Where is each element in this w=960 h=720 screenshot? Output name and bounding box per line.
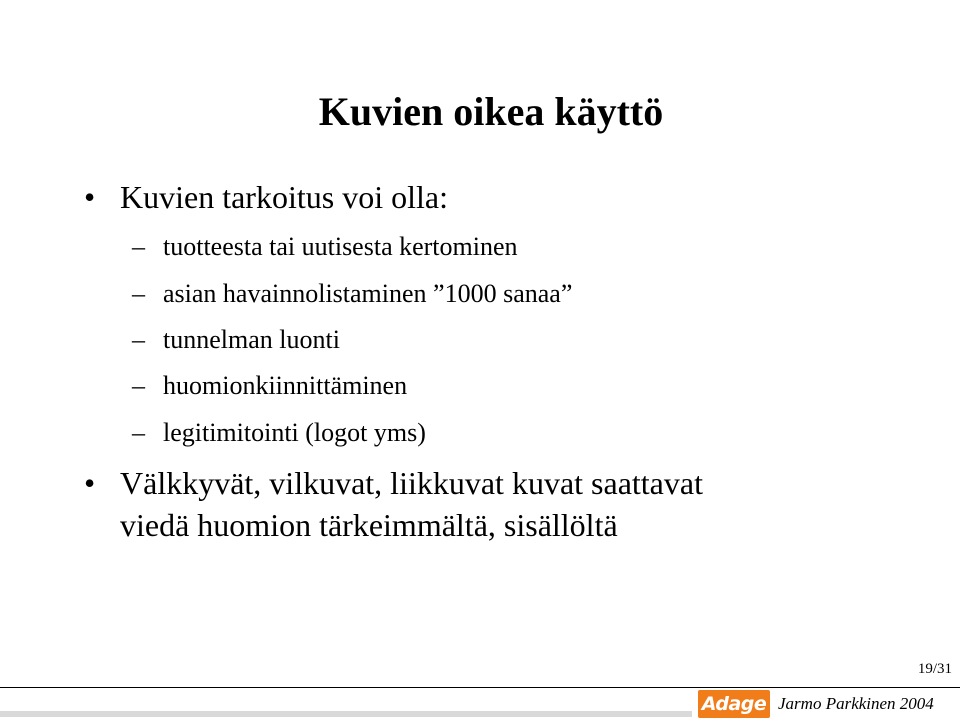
sub-item-text: legitimitointi (logot yms) <box>163 418 426 447</box>
bullet-marker: • <box>84 465 96 501</box>
logo-text: Adage <box>701 693 767 715</box>
footer-band <box>0 711 692 717</box>
sub-item-text: tuotteesta tai uutisesta kertominen <box>163 232 518 261</box>
dash-marker: – <box>132 279 145 308</box>
page-number: 19/31 <box>917 661 952 677</box>
footer-rule <box>0 687 960 688</box>
sub-item-text: huomionkiinnittäminen <box>163 371 408 400</box>
bullet-text-line-2: viedä huomion tärkeimmältä, sisällöltä <box>120 507 618 543</box>
dash-marker: – <box>132 325 145 354</box>
dash-marker: – <box>132 418 145 447</box>
sub-item-text: asian havainnolistaminen ”1000 sanaa” <box>163 279 573 308</box>
bullet-text-line-1: Välkkyvät, vilkuvat, liikkuvat kuvat saattavat <box>120 465 703 501</box>
dash-marker: – <box>132 371 145 400</box>
adage-logo <box>698 690 770 718</box>
bullet-text: Kuvien tarkoitus voi olla: <box>120 179 448 215</box>
slide-title: Kuvien oikea käyttö <box>318 89 664 134</box>
dash-marker: – <box>132 232 145 261</box>
footer-author: Jarmo Parkkinen 2004 <box>778 694 934 713</box>
bullet-marker: • <box>84 179 96 215</box>
sub-item-text: tunnelman luonti <box>163 325 340 354</box>
